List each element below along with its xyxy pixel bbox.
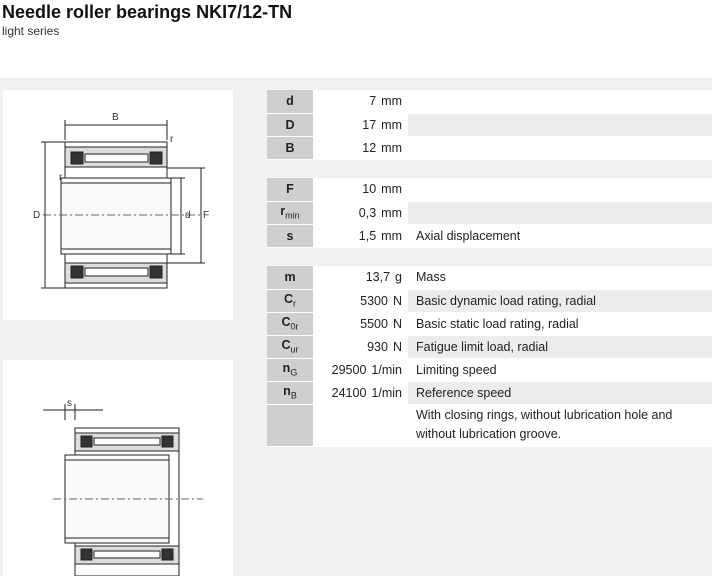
spec-symbol: s <box>267 224 313 247</box>
spec-gap <box>267 247 712 266</box>
spec-value: 5300 N <box>313 289 408 312</box>
bearing-displacement-drawing <box>3 360 233 576</box>
spec-description: Mass <box>408 266 712 289</box>
spec-description: Basic static load rating, radial <box>408 312 712 335</box>
spec-description <box>408 113 712 136</box>
spec-row-m <box>267 266 712 289</box>
page-title: Needle roller bearings NKI7/12-TN <box>2 2 293 22</box>
page-header <box>0 0 712 78</box>
spec-symbol: $C_{ur}$ <box>267 335 313 358</box>
dim-label-D: D <box>33 210 41 221</box>
spec-symbol: d <box>267 90 313 113</box>
spec-row-rmin <box>267 201 712 224</box>
spec-value <box>313 404 408 446</box>
spec-value: 13,7 g <box>313 266 408 289</box>
dim-label-d: d <box>185 210 191 221</box>
spec-row-D <box>267 113 712 136</box>
spec-row-C0r <box>267 312 712 335</box>
spec-description <box>408 90 712 113</box>
spec-row-note <box>267 404 712 446</box>
spec-row-Cur <box>267 335 712 358</box>
spec-note: With closing rings, without lubrication hole and without lubrication groove. <box>408 404 712 446</box>
spec-value: 0,3 mm <box>313 201 408 224</box>
dim-label-r-left: r <box>59 172 63 183</box>
spec-description <box>408 136 712 159</box>
spec-value: 12 mm <box>313 136 408 159</box>
spec-description: Reference speed <box>408 381 712 404</box>
dim-label-r-top: r <box>170 134 174 145</box>
spec-value: 29500 1/min <box>313 358 408 381</box>
spec-symbol: m <box>267 266 313 289</box>
spec-row-nG <box>267 358 712 381</box>
spec-row-s <box>267 224 712 247</box>
spec-value: 930 N <box>313 335 408 358</box>
dim-label-s: s <box>67 398 72 409</box>
spec-symbol: $n_B$ <box>267 381 313 404</box>
spec-symbol: F <box>267 178 313 201</box>
spec-description: Axial displacement <box>408 224 712 247</box>
spec-value: 7 mm <box>313 90 408 113</box>
spec-description <box>408 178 712 201</box>
dim-label-F: F <box>203 210 210 221</box>
spec-row-B <box>267 136 712 159</box>
spec-description: Basic dynamic load rating, radial <box>408 289 712 312</box>
specifications-table <box>267 90 712 447</box>
spec-description <box>408 201 712 224</box>
spec-value: 24100 1/min <box>313 381 408 404</box>
spec-symbol: $r_{min}$ <box>267 201 313 224</box>
spec-gap <box>267 159 712 178</box>
spec-symbol: $C_r$ <box>267 289 313 312</box>
spec-symbol <box>267 404 313 446</box>
spec-row-d <box>267 90 712 113</box>
spec-symbol: B <box>267 136 313 159</box>
page-subtitle: light series <box>2 24 60 38</box>
spec-row-F <box>267 178 712 201</box>
spec-row-nB <box>267 381 712 404</box>
spec-value: 1,5 mm <box>313 224 408 247</box>
spec-description: Fatigue limit load, radial <box>408 335 712 358</box>
spec-symbol: D <box>267 113 313 136</box>
bearing-section-drawing <box>3 90 233 320</box>
spec-row-Cr <box>267 289 712 312</box>
dim-label-B: B <box>112 112 119 123</box>
spec-value: 10 mm <box>313 178 408 201</box>
spec-symbol: $C_{0r}$ <box>267 312 313 335</box>
spec-value: 5500 N <box>313 312 408 335</box>
spec-description: Limiting speed <box>408 358 712 381</box>
spec-symbol: $n_G$ <box>267 358 313 381</box>
spec-value: 17 mm <box>313 113 408 136</box>
